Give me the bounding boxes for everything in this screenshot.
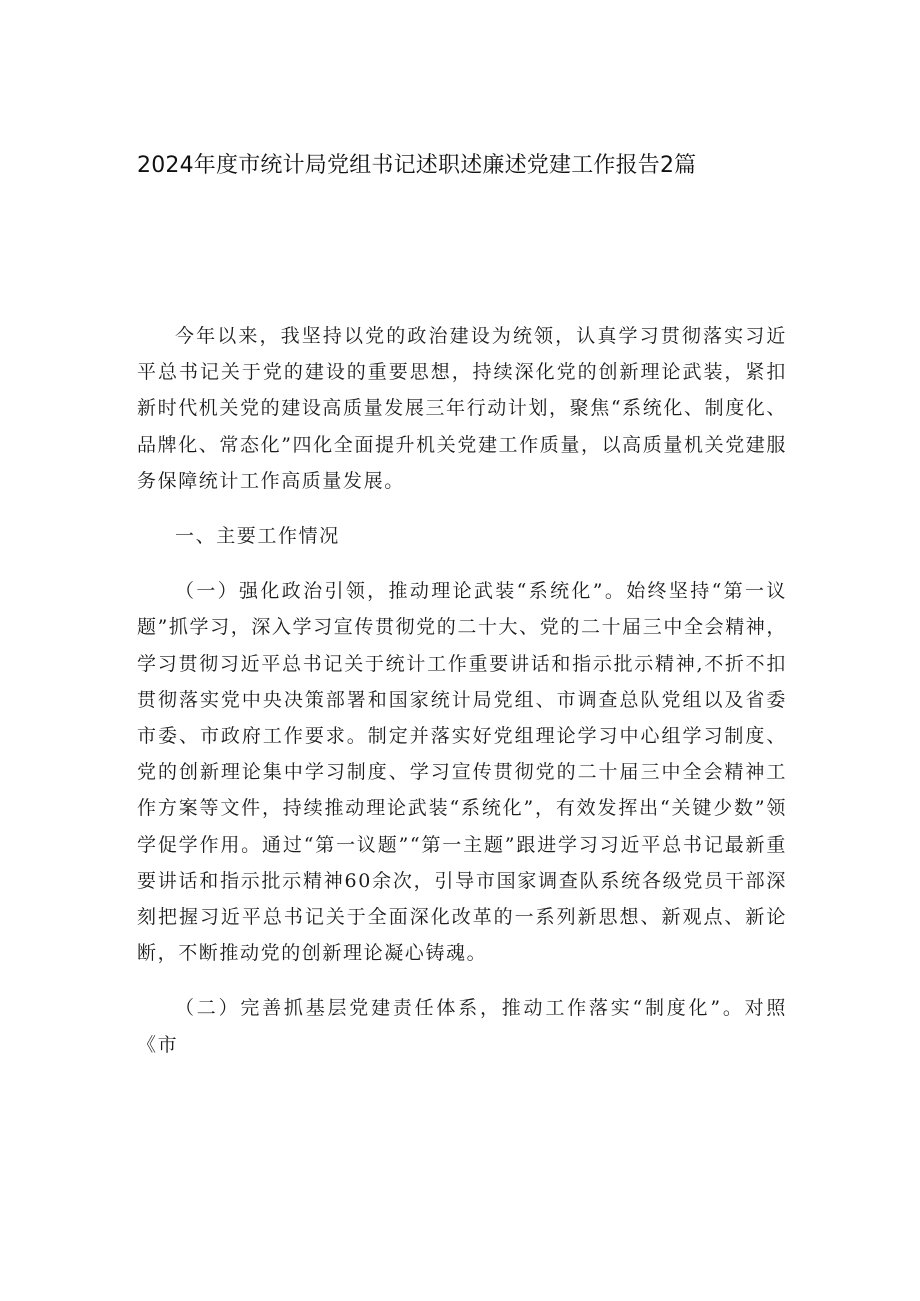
item-paragraph-2: （二）完善抓基层党建责任体系，推动工作落实“制度化”。对照《市 xyxy=(137,997,787,1056)
item-paragraph-1: （一）强化政治引领，推动理论武装“系统化”。始终坚持“第一议题”抓学习，深入学习宣传贯彻党的二十大、党的二十届三中全会精神，学习贯彻习近平总书记关于统计工作重要讲话和指示批示精神,不折不扣贯彻落实党中央决策部署和国家统计局党组、市调查总队党组以及省委市委、市政府工作要求。制定并落实好党组理论学习中心组学习制度、党的创新理论集中学习制度、学习宣传贯彻党的二十届三中全会精神工作方案等文件，持续推动理论武装“系统化”，有效发挥出“关键少数”领学促学作用。通过“第一议题”“第一主题”跟进学习习近平总书记最新重要讲话和指示批示精神60余次，引导市国家调查队系统各级党员干部深刻把握习近平总书记关于全面深化改革的一系列新思想、新观点、新论断，不断推动党的创新理论凝心铸魂。 xyxy=(137,580,787,965)
section-heading-main-work: 一、主要工作情况 xyxy=(175,525,340,548)
document-title: 2024年度市统计局党组书记述职述廉述党建工作报告2篇 xyxy=(137,153,697,178)
document-body xyxy=(137,318,787,1063)
intro-paragraph: 今年以来，我坚持以党的政治建设为统领，认真学习贯彻落实习近平总书记关于党的建设的重要思想，持续深化党的创新理论武装，紧扣新时代机关党的建设高质量发展三年行动计划，聚焦“系统化、制度化、品牌化、常态化”四化全面提升机关党建工作质量，以高质量机关党建服务保障统计工作高质量发展。 xyxy=(137,325,787,492)
